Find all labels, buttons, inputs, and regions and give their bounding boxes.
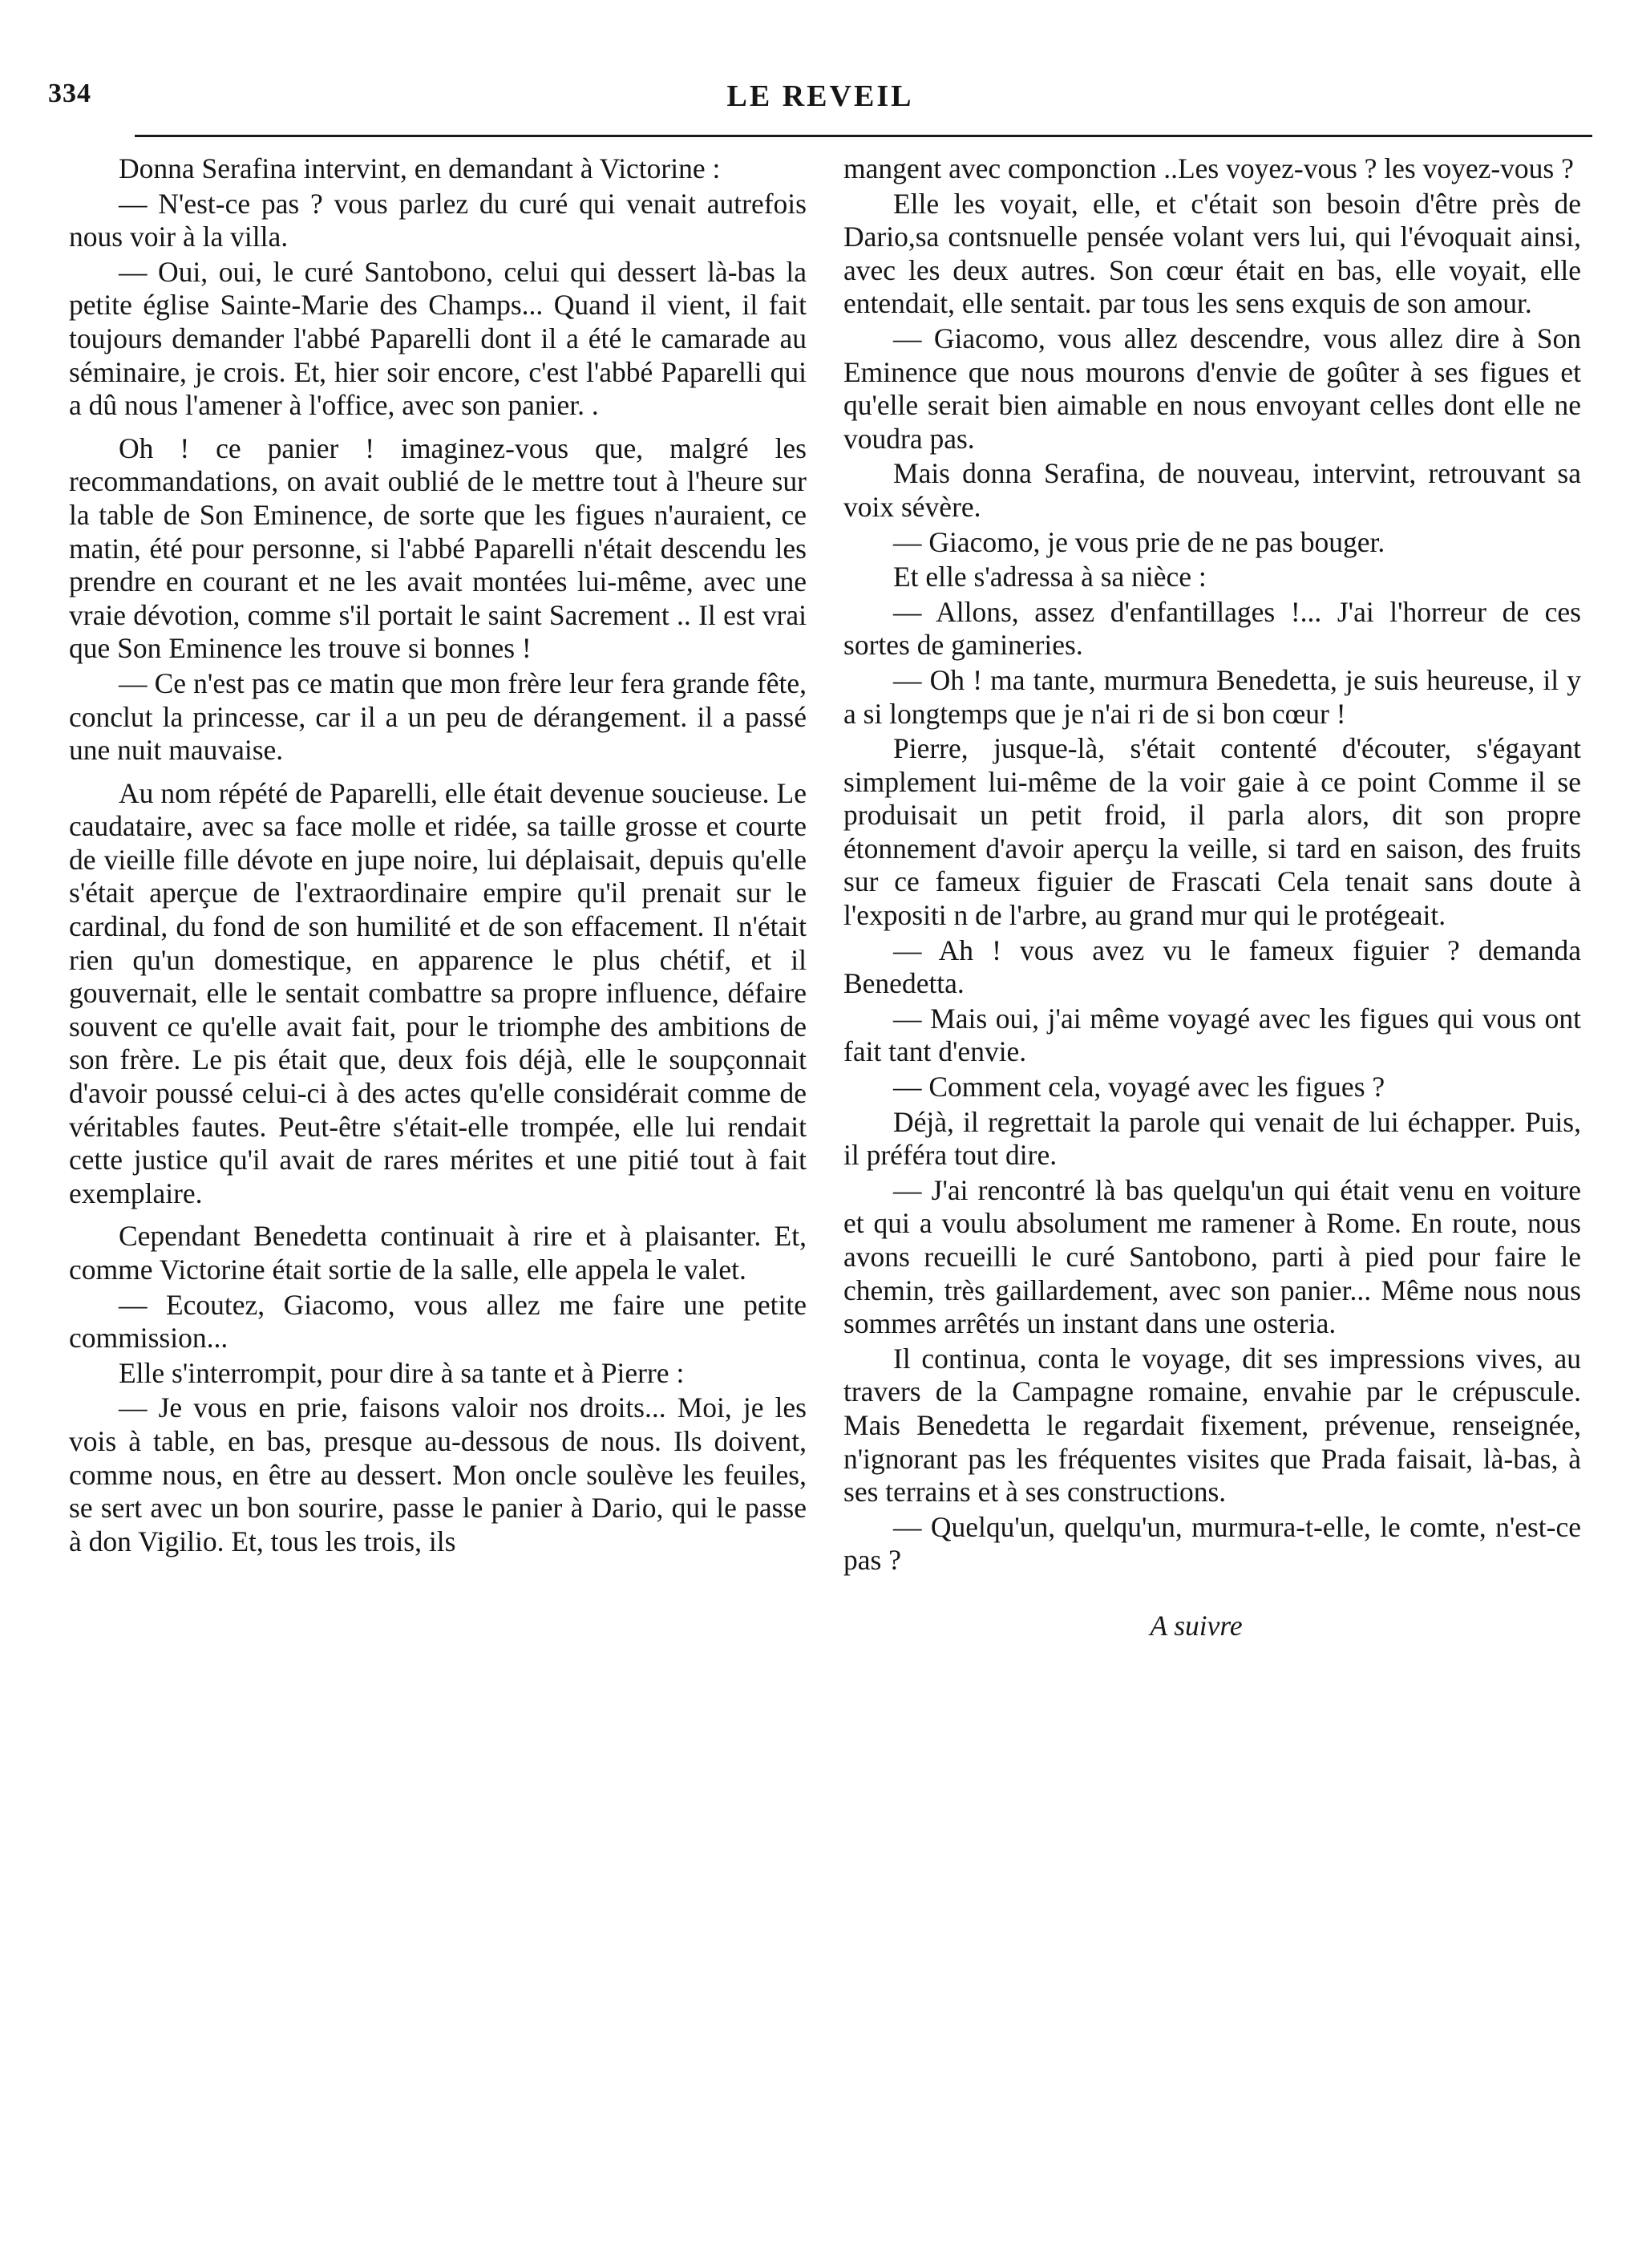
paragraph: — Je vous en prie, faisons valoir nos droits... Moi, je les vois à table, en bas, presque au-dessous de nous. Ils doivent, comme nous, en être au dessert. Mon oncle soulève les feuiles, se sert avec un bon sourire, passe le panier à Dario, qui le passe à don Vigilio. Et, tous les trois, ils xyxy=(69,1391,807,1557)
paragraph: — Giacomo, vous allez descendre, vous allez dire à Son Eminence que nous mourons d'envie de goûter à ses figues et qu'elle serait bien aimable en nous envoyant celles dont elle ne voudra pas. xyxy=(843,322,1581,455)
paragraph: — N'est-ce pas ? vous parlez du curé qui venait autrefois nous voir à la villa. xyxy=(69,187,807,253)
paragraph: Et elle s'adressa à sa nièce : xyxy=(893,561,1207,593)
right-column xyxy=(843,152,1581,1645)
paragraph: — Ce n'est pas ce matin que mon frère leur fera grande fête, conclut la princesse, car il a un peu de dérangement. il a passé une nuit mauvaise. xyxy=(69,666,807,767)
paragraph: Oh ! ce panier ! imaginez-vous que, malgré les recommandations, on avait oublié de le mettre tout à l'heure sur la table de Son Eminence, de sorte que les figues n'auraient, ce matin, été pour personne, si l'abbé Paparelli n'était descendu les prendre en courant et ne les avait montées lui-même, avec une vraie dévotion, comme s'il portait le saint Sacrement .. Il est vrai que Son Eminence les trouve si bonnes ! xyxy=(69,431,807,665)
paragraph: — J'ai rencontré là bas quelqu'un qui était venu en voiture et qui a voulu absolument me ramener à Rome. En route, nous avons recueilli le curé Santobono, parti à pied pour faire le chemin, très gaillardement, avec son panier... Même nous nous sommes arrêtés un instant dans une osteria. xyxy=(843,1173,1581,1340)
paragraph: — Mais oui, j'ai même voyagé avec les figues qui vous ont fait tant d'envie. xyxy=(843,1002,1581,1068)
paragraph: — Allons, assez d'enfantillages !... J'ai l'horreur de ces sortes de gamineries. xyxy=(843,595,1581,662)
paragraph: Pierre, jusque-là, s'était contenté d'écouter, s'égayant simplement lui-même de la voir gaie à ce point Comme il se produisait un petit froid, il parla alors, dit son propre étonnement d'avoir aperçu la veille, si tard en saison, des fruits sur ce fameux figuier de Frascati Cela tenait sans doute à l'expositi n de l'arbre, au grand mur qui le protégeait. xyxy=(843,732,1581,932)
paragraph: — Comment cela, voyagé avec les figues ? xyxy=(893,1071,1385,1104)
paragraph: Il continua, conta le voyage, dit ses impressions vives, au travers de la Campagne romaine, envahie par le crépuscule. Mais Benedetta le regardait fixement, prévenue, renseignée, n'ignorant pas les fréquentes visites que Prada faisait, là-bas, à ses terrains et à ses constructions. xyxy=(843,1342,1581,1509)
paragraph: Donna Serafina intervint, en demandant à Victorine : xyxy=(119,152,721,184)
left-column xyxy=(69,152,807,1560)
paragraph: — Quelqu'un, quelqu'un, murmura-t-elle, le comte, n'est-ce pas ? xyxy=(843,1510,1581,1577)
to-be-continued: A suivre xyxy=(1150,1609,1243,1642)
header-rule xyxy=(135,135,1592,137)
paragraph: Cependant Benedetta continuait à rire et à plaisanter. Et, comme Victorine était sortie de la salle, elle appela le valet. xyxy=(69,1220,807,1286)
paragraph: Au nom répété de Paparelli, elle était devenue soucieuse. Le caudataire, avec sa face molle et ridée, sa taille grosse et courte de vieille fille dévote en jupe noire, lui déplaisait, depuis qu'elle s'était aperçue de l'extraordinaire empire qu'il prenait sur le cardinal, du fond de son humilité et de son effacement. Il n'était rien qu'un domestique, en apparence le plus chétif, et il gouvernait, elle le sentait combattre sa propre influence, défaire souvent ce qu'elle avait fait, pour le triomphe des ambitions de son frère. Le pis était que, deux fois déjà, elle le soupçonnait d'avoir poussé celui-ci à des actes qu'elle considérait comme de véritables fautes. Peut-être s'était-elle trompée, elle lui rendait cette justice qu'il avait de rares mérites et une pitié tout à fait exemplaire. xyxy=(69,776,807,1209)
page-header xyxy=(48,79,1592,127)
paragraph: Mais donna Serafina, de nouveau, intervint, retrouvant sa voix sévère. xyxy=(843,457,1581,523)
running-title: LE REVEIL xyxy=(726,79,914,113)
paragraph: Elle les voyait, elle, et c'était son besoin d'être près de Dario,sa contsnuelle pensée volant vers lui, qui l'évoquait ainsi, avec les deux autres. Son cœur était en bas, elle voyait, elle entendait, elle sentait. par tous les sens exquis de son amour. xyxy=(843,187,1581,320)
paragraph: — Ecoutez, Giacomo, vous allez me faire une petite commission... xyxy=(69,1288,807,1355)
paragraph: Déjà, il regrettait la parole qui venait de lui échapper. Puis, il préféra tout dire. xyxy=(843,1105,1581,1172)
page-number: 334 xyxy=(48,79,91,108)
paragraph: Elle s'interrompit, pour dire à sa tante et à Pierre : xyxy=(119,1356,685,1389)
paragraph: — Oui, oui, le curé Santobono, celui qui dessert là-bas la petite église Sainte-Marie des Champs... Quand il vient, il fait toujours demander l'abbé Paparelli dont il a été le camarade au séminaire, je crois. Et, hier soir encore, c'est l'abbé Paparelli qui a dû nous l'amener à l'office, avec son panier. . xyxy=(69,255,807,422)
paragraph: — Ah ! vous avez vu le fameux figuier ? demanda Benedetta. xyxy=(843,934,1581,1000)
paragraph: mangent avec componction ..Les voyez-vous ? les voyez-vous ? xyxy=(843,152,1574,184)
paragraph: — Oh ! ma tante, murmura Benedetta, je suis heureuse, il y a si longtemps que je n'ai ri de si bon cœur ! xyxy=(843,663,1581,730)
paragraph: — Giacomo, je vous prie de ne pas bouger. xyxy=(893,525,1385,558)
